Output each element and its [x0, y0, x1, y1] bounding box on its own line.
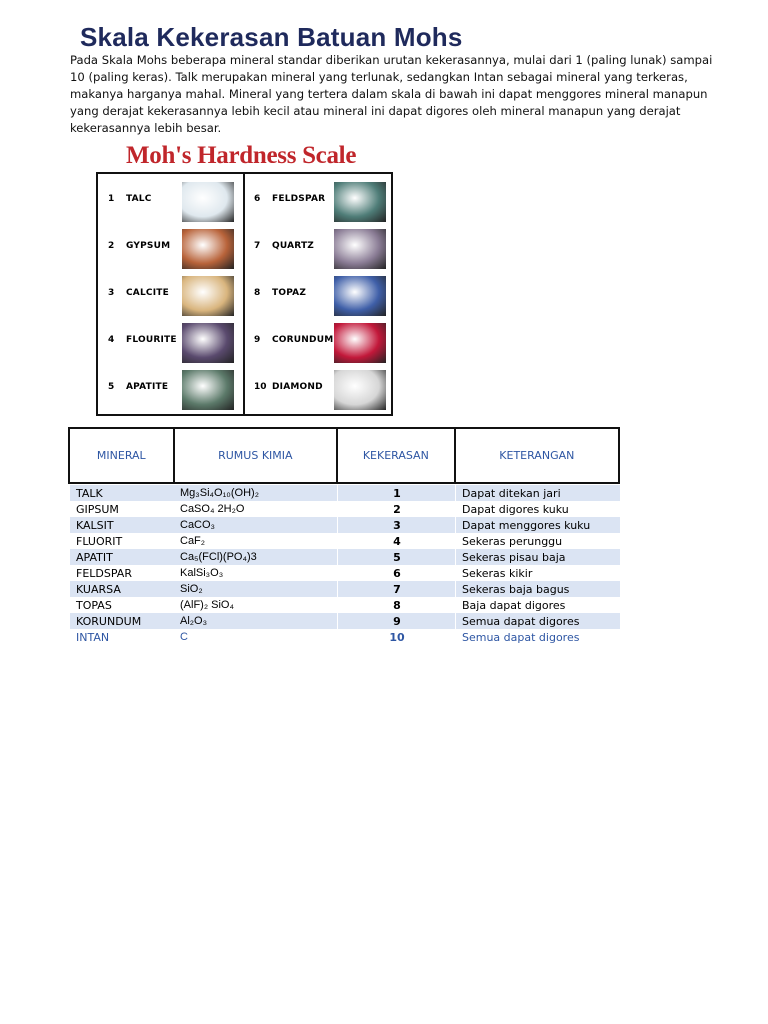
- hardness-figure: [96, 172, 393, 416]
- mineral-cell-name: INTAN: [76, 630, 110, 644]
- formula-cell: SiO₂: [180, 583, 203, 595]
- mineral-cell: [244, 370, 384, 414]
- table-row: [70, 549, 620, 565]
- mineral-image: [182, 182, 234, 222]
- formula-cell: Ca₅(FCl)(PO₄)3: [180, 551, 257, 563]
- mineral-name: APATITE: [126, 382, 169, 392]
- mineral-name: CORUNDUM: [272, 335, 334, 345]
- mineral-cell: [244, 276, 384, 320]
- note-cell: Sekeras pisau baja: [462, 550, 566, 564]
- mineral-cell: [244, 182, 384, 226]
- mineral-image: [334, 229, 386, 269]
- mineral-image: [182, 229, 234, 269]
- hardness-cell: 10: [389, 630, 405, 644]
- mineral-cell: [244, 323, 384, 367]
- mineral-cell-name: KORUNDUM: [76, 614, 142, 628]
- note-cell: Sekeras perunggu: [462, 534, 563, 548]
- mineral-number: 6: [254, 194, 261, 204]
- mineral-number: 3: [108, 288, 115, 298]
- mineral-image: [334, 276, 386, 316]
- formula-cell: KalSi₃O₃: [180, 567, 224, 579]
- mineral-image: [334, 323, 386, 363]
- mineral-cell: [98, 370, 238, 414]
- formula-cell: Al₂O₃: [180, 615, 208, 627]
- mineral-cell-name: APATIT: [76, 550, 113, 564]
- mineral-cell-name: KALSIT: [76, 518, 114, 532]
- mineral-name: FLOURITE: [126, 335, 177, 345]
- table-row: [70, 597, 620, 613]
- mineral-name: DIAMOND: [272, 382, 323, 392]
- hardness-cell: 9: [393, 614, 401, 628]
- table-row: [70, 533, 620, 549]
- note-cell: Dapat digores kuku: [462, 502, 569, 516]
- mineral-name: QUARTZ: [272, 241, 315, 251]
- mineral-name: TOPAZ: [272, 288, 307, 298]
- page-title: Skala Kekerasan Batuan Mohs: [80, 22, 463, 52]
- intro-paragraph: Pada Skala Mohs beberapa mineral standar diberikan urutan kekerasannya, mulai dari 1 (paling lunak) sampai 10 (paling keras). Talk merupakan mineral yang terlunak, sedangkan Intan sebagai mineral yang terkeras, makanya harganya mahal. Mineral yang tertera dalam skala di bawah ini dapat menggores mineral manapun yang derajat kekerasannya lebih kecil atau mineral ini dapat digores oleh mineral manapun yang derajat kekerasannya lebih besar.: [70, 53, 713, 135]
- mineral-cell-name: TALK: [76, 486, 103, 500]
- mineral-number: 9: [254, 335, 261, 345]
- hardness-cell: 4: [393, 534, 401, 548]
- figure-title: Moh's Hardness Scale: [126, 142, 357, 169]
- note-cell: Semua dapat digores: [462, 630, 580, 644]
- table-body: [70, 485, 620, 645]
- mineral-image: [182, 276, 234, 316]
- formula-cell: CaCO₃: [180, 519, 216, 531]
- header-hardness: KEKERASAN: [338, 429, 456, 482]
- mineral-name: TALC: [126, 194, 152, 204]
- formula-cell: CaF₂: [180, 535, 206, 547]
- formula-cell: C: [180, 631, 188, 643]
- table-row: [70, 613, 620, 629]
- table-row: [70, 501, 620, 517]
- hardness-cell: 8: [393, 598, 401, 612]
- header-formula: RUMUS KIMIA: [175, 429, 338, 482]
- note-cell: Dapat ditekan jari: [462, 486, 561, 500]
- mineral-image: [182, 370, 234, 410]
- hardness-cell: 1: [393, 486, 401, 500]
- mineral-number: 7: [254, 241, 261, 251]
- mineral-cell-name: GIPSUM: [76, 502, 119, 516]
- mineral-cell-name: FLUORIT: [76, 534, 123, 548]
- mineral-name: FELDSPAR: [272, 194, 326, 204]
- table-row: [70, 629, 620, 645]
- mineral-cell-name: TOPAS: [76, 598, 112, 612]
- hardness-cell: 2: [393, 502, 401, 516]
- note-cell: Dapat menggores kuku: [462, 518, 591, 532]
- mineral-image: [334, 370, 386, 410]
- header-mineral: MINERAL: [70, 429, 175, 482]
- mineral-number: 1: [108, 194, 115, 204]
- table-row: [70, 581, 620, 597]
- hardness-cell: 3: [393, 518, 401, 532]
- column-separator: [455, 485, 456, 629]
- mineral-number: 5: [108, 382, 115, 392]
- header-description: KETERANGAN: [499, 449, 575, 462]
- mineral-cell-name: KUARSA: [76, 582, 121, 596]
- hardness-cell: 5: [393, 550, 401, 564]
- mineral-cell: [98, 229, 238, 273]
- column-separator: [337, 485, 338, 629]
- formula-cell: CaSO₄ 2H₂O: [180, 503, 245, 515]
- table-row: [70, 565, 620, 581]
- note-cell: Sekeras baja bagus: [462, 582, 570, 596]
- note-cell: Semua dapat digores: [462, 614, 580, 628]
- hardness-cell: 6: [393, 566, 401, 580]
- mineral-image: [182, 323, 234, 363]
- mineral-cell: [98, 182, 238, 226]
- mineral-name: CALCITE: [126, 288, 169, 298]
- mineral-cell: [98, 323, 238, 367]
- mineral-name: GYPSUM: [126, 241, 171, 251]
- table-row: [70, 485, 620, 501]
- hardness-cell: 7: [393, 582, 401, 596]
- table-row: [70, 517, 620, 533]
- formula-cell: Mg₃Si₄O₁₀(OH)₂: [180, 487, 259, 499]
- note-cell: Sekeras kikir: [462, 566, 533, 580]
- mineral-cell: [244, 229, 384, 273]
- note-cell: Baja dapat digores: [462, 598, 566, 612]
- table-header: [68, 427, 620, 484]
- mineral-image: [334, 182, 386, 222]
- mineral-cell-name: FELDSPAR: [76, 566, 132, 580]
- mineral-number: 10: [254, 382, 267, 392]
- mineral-cell: [98, 276, 238, 320]
- mineral-number: 2: [108, 241, 115, 251]
- mineral-number: 8: [254, 288, 261, 298]
- formula-cell: (AlF)₂ SiO₄: [180, 599, 234, 611]
- mineral-number: 4: [108, 335, 115, 345]
